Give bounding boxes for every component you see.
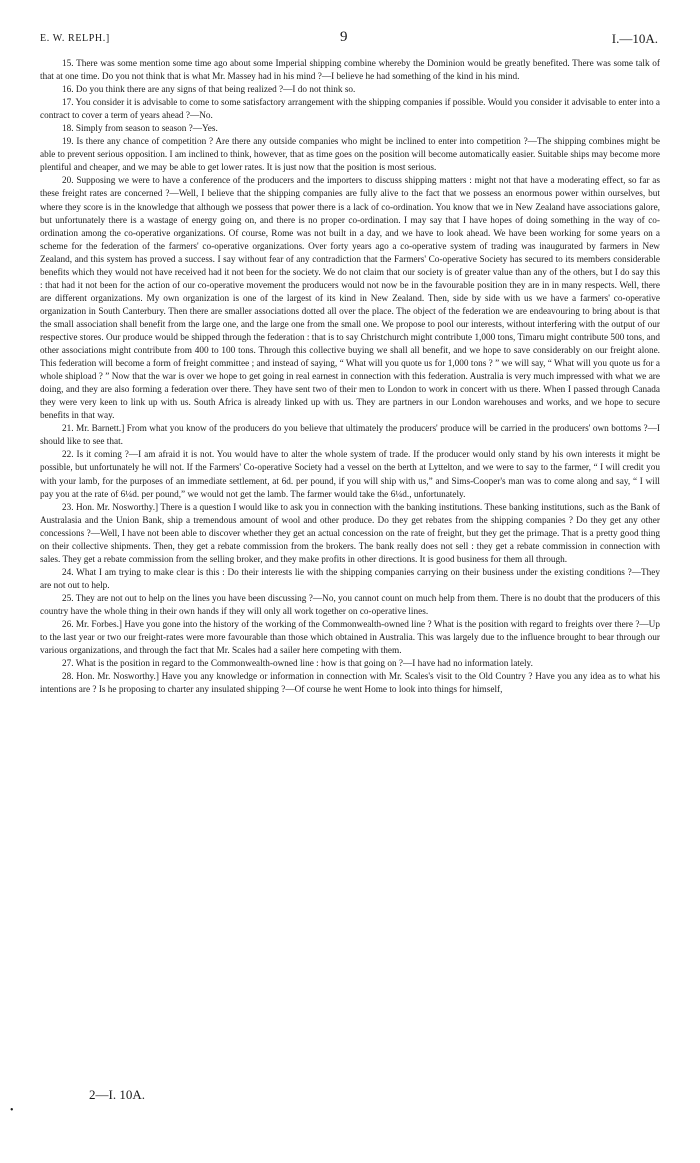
margin-dot: • (10, 1105, 14, 1116)
paragraph-q16: 16. Do you think there are any signs of that being realized ?—I do not think so. (62, 85, 356, 96)
paragraph-q28: 28. Hon. Mr. Nosworthy.] Have you any knowledge or information in connection with Mr. Scales's visit to the Old Country ? Have you any idea as to what his intentions are ? Is he proposing to charter any insulated shipping ?—Of course he went Home to look into things for himself, (40, 672, 660, 696)
paragraph-q22: 22. Is it coming ?—I am afraid it is not. You would have to alter the whole system of trade. If the producer would only stand by his own interests it might be possible, but unfortunately he will not. If the Farmers' Co-operative Society had a vessel on the berth at Lyttelton, and we were to say to the farmer, “ I will credit you with your lamb, for the purposes of an immediate settlement, at 6d. per pound, if you will ship with us,” and Sims-Cooper's man was to come along and say, “ I will pay you at the rate of 6¼d. per pound,” we would not get the lamb. The farmer would take the 6¼d., unfortunately. (40, 450, 660, 500)
paragraph-q27: 27. What is the position in regard to the Commonwealth-owned line : how is that going on ?—I have had no information lately. (62, 659, 533, 670)
running-head-witness: E. W. RELPH.] (40, 33, 110, 44)
paragraph-q21: 21. Mr. Barnett.] From what you know of the producers do you believe that ultimately the producers' produce will be carried in the producers' own bottoms ?—I should like to see that. (40, 424, 660, 448)
paragraph-q17: 17. You consider it is advisable to come to some satisfactory arrangement with the shipping companies if possible. Would you consider it advisable to enter into a contract to cover a term of years ahead ?—No. (40, 98, 660, 122)
document-reference: I.—10A. (611, 31, 658, 46)
page-number: 9 (340, 29, 348, 45)
paragraph-q20: 20. Supposing we were to have a conference of the producers and the importers to discuss shipping matters : might not that have a moderating effect, so far as these freight rates are concerned ?—Well, I believe that the shipping companies are fully alive to the fact that we possess an enormous power within ourselves, but where they score is in the knowledge that although we possess that power there is a lack of co-ordination. You know that we in New Zealand have associations galore, but unfortunately there is a wastage of energy going on, and there is no proper co-ordination. I may say that I have hopes of doing something in the way of co-ordination among the co-operative organizations. Of course, Rome was not built in a day, and we have to look ahead. We have been working for some years on a scheme for the federation of the farmers' co-operative organizations. Over forty years ago a co-operative system of trading was inaugurated by farmers in New Zealand, and this system has proved a success. I say without fear of any contradiction that the Farmers' Co-operative Society has secured to its members considerable benefits which they would not have received had it not been for the society. We do not claim that our society is of greater value than any of the others, but I do say this : that had it not been for the action of our co-operative movement the producers would not now be in the favourable position they are in in many respects. Well, there are different organizations. My own organization is one of the largest of its kind in New Zealand. Then, side by side with us we have a farmers' co-operative organization in South Canterbury. Then there are smaller associations dotted all over the place. The object of the federation we are endeavouring to bring about is that the small association shall benefit from the large one, and the large one from the small one. We propose to pool our interests, without interfering with the output of our respective stores. Our produce would be shipped through the federation : that is to say Christchurch might contribute 1,000 tons, Timaru might contribute 500 tons, and other associations might contribute from 400 to 100 tons. Through this collective buying we shall all benefit, and we hope to save considerably on our freight alone. This federation will become a form of freight committee ; and instead of saying, “ What will you quote us for 1,000 tons ? ” we will say, “ What will you quote us for a whole shipload ? ” Now that the war is over we hope to get going in real earnest in connection with this federation. Australia is very much impressed with what we are doing, and they are also forming a federation over there. They have sent two of their men to London to work in concert with us there. When I passed through Canada they were very keen to link up with us. South Africa is already linked up with us. They are partners in our London warehouses and works, and we hope to secure benefits in that way. (40, 176, 660, 422)
paragraph-q23: 23. Hon. Mr. Nosworthy.] There is a question I would like to ask you in connection with the banking institutions. These banking institutions, such as the Bank of Australasia and the Union Bank, ship a tremendous amount of wool and other produce. Do they get rebates from the shipping companies ? Do they get any other concessions ?—Well, I have not been able to discover whether they get an actual concession on the rate of freight, but they get the primage. That is a pretty good thing on their collective shipments. Then, they get a rebate commission from the brokers. The bank really does not sell : they get a rebate commission in connection with sales. They get a rebate commission from the selling broker, and they make profits in other directions. It is good business for them all through. (40, 502, 660, 565)
paragraph-q18: 18. Simply from season to season ?—Yes. (62, 124, 218, 135)
signature-mark: 2—I. 10A. (89, 1087, 145, 1102)
paragraph-q19: 19. Is there any chance of competition ? Are there any outside companies who might be inclined to enter into competition ?—The shipping combines might be able to prevent serious opposition. I am inclined to think, however, that as time goes on the position will become automatically easier. Suitable ships may become more plentiful and cheaper, and we may be able to get lower rates. It is just now that the position is most serious. (40, 137, 660, 174)
paragraph-q26: 26. Mr. Forbes.] Have you gone into the history of the working of the Commonwealth-owned line ? What is the position with regard to freights over there ?—Up to the last year or two our freight-rates were more favourable than those which obtained in Australia. This was largely due to the influence brought to bear through our various organizations, and through the fact that Mr. Scales had a sailer here competing with them. (40, 620, 660, 657)
page-body (40, 58, 660, 697)
paragraph-q15: 15. There was some mention some time ago about some Imperial shipping combine whereby the Dominion would be greatly benefited. There was some talk of that at one time. Do you not think that is what Mr. Massey had in his mind ?—I believe he had something of the kind in his mind. (40, 59, 660, 83)
paragraph-q24: 24. What I am trying to make clear is this : Do their interests lie with the shipping companies carrying on their business under the existing conditions ?—They are not out to help. (40, 567, 660, 591)
page-header (40, 30, 658, 52)
paragraph-q25: 25. They are not out to help on the lines you have been discussing ?—No, you cannot count on much help from them. There is no doubt that the producers of this country have the whole thing in their own hands if they will only all work together on co-operative lines. (40, 593, 660, 617)
